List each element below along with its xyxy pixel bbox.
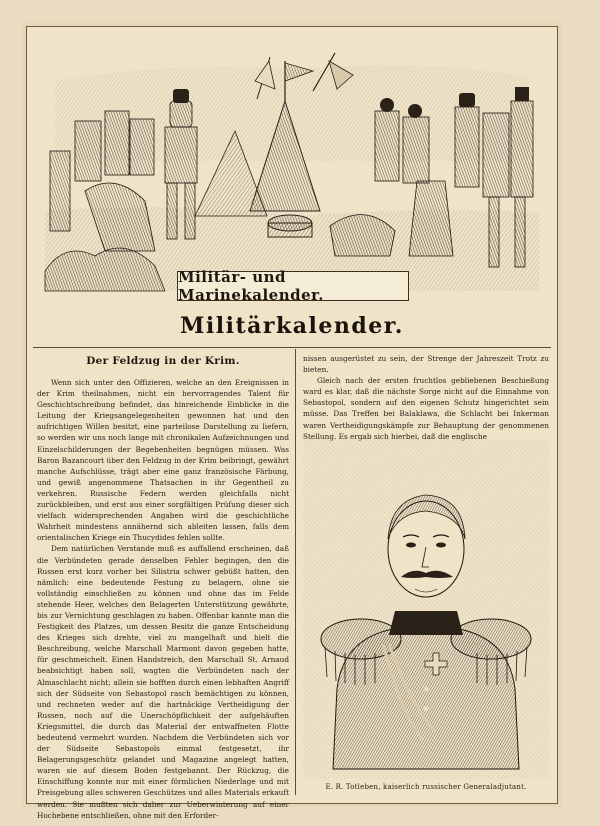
paragraph-continuation: nissen ausgerüstet zu sein, der Strenge der Jahreszeit Trotz zu bieten. (303, 354, 549, 375)
paragraph (303, 353, 549, 442)
column-divider (295, 349, 296, 795)
paragraph: Gleich nach der ersten fruchtlos gebliebenen Beschießung ward es klar, daß die nächste Sorge nicht auf die Einnahme von Sebastopol, sondern auf den eigenen Schutz hingerichtet sein müsse. Das Treffen bei Balaklawa, die Schlacht bei Inkerman waren Vertheidigungskämpfe zur Behauptung der genommenen Stellung. Es ergab sich hierbei, daß die englische (303, 376, 549, 441)
page (26, 26, 558, 820)
section-banner: Militär- und Marinekalender. (177, 271, 409, 301)
page-title: Militärkalender. (180, 313, 404, 339)
article-heading: Der Feldzug in der Krim. (86, 355, 240, 367)
right-column (303, 353, 549, 793)
paragraph: Wenn sich unter den Offizieren, welche an den Ereignissen in der Krim theilnahmen, nicht ein hervorragendes Talent für Geschichtschreibung befindet, das hinreichende Einblicke in die Leitung der Kriegsangelegenheiten gewonnen hat und den aufrichtigen Willen besitzt, eine parteilose Darstellung zu liefern, so werden wir uns noch lange mit chronikalen Aufzeichnungen und Einzelschilderungen der Begebenheiten begnügen müssen. Was Baron Bazancourt über den Feldzug in der Krim beibringt, gewährt manche Aufschlüsse, trägt aber eine ganz französische Färbung, und gewiß angenommene Thatsachen in ihr Gegentheil zu verkehren. Russische Federn werden gleichfalls nicht zurückbleiben, und erst aus einer sorgfältigen Prüfung dieser sich vielfach widersprechenden Angaben wird die geschichtliche Wahrheit mindestens annähernd sich ableiten lassen, falls dem orientalischen Kriege ein Thucydides fehlen sollte. (37, 378, 289, 543)
left-column (37, 353, 289, 820)
camp-scene-illustration (45, 41, 539, 303)
portrait-illustration (303, 439, 549, 779)
paragraph: Dem natürlichen Verstande muß es auffallend erscheinen, daß die Verbündeten gerade denselben Fehler begingen, den die Russen erst kurz vorher bei Silistria schwer gebüßt hatten, den nämlich: eine bedeutende Festung zu belagern, ohne sie vollständig einschließen zu können und ohne das im Felde stehende Heer, welches den Belagerten Unterstützung gewährte, bis zur Vernichtung geschlagen zu haben. Offenbar kannte man die Festigkeit des Platzes, um dessen Besitz die ganze Entscheidung des Krieges sich drehte, viel zu mangelhaft und hielt die Beschreibung, welche Marschall Marmont davon gegeben hatte, für geschmeichelt. Einen Handstreich, den Marschall St. Arnaud beabsichtigt haben soll, wagten die Verbündeten nach der Almaschlacht nicht; allein sie hofften durch einen lebhaften Angriff sich der Südseite von Sebastopol rasch bemächtigen zu können, und rechneten weder auf die hartnäckige Vertheidigung der Russen, noch auf die Unerschöpflichkeit der aufgehäuften Kriegsmittel, die durch das Material der entwaffneten Flotte bedeutend vermehrt wurden. Nachdem die Verbündeten sich vor der Südseite Sebastopols einmal festgesetzt, ihr Belagerungsgeschütz gelandet und Magazine angelegt hatten, waren sie auf diesem Boden festgebannt. Der Rückzug, die Einschiffung konnte nur mit einer förmlichen Niederlage und mit Preisgebung alles schweren Geschützes und alles Materials erkauft werden. Sie mußten sich daher zur Ueberwinterung auf einer Hochebene entschließen, ohne mit den Erforder- (37, 544, 289, 820)
portrait-caption: E. R. Totleben, kaiserlich russischer Generaladjutant. (325, 783, 527, 791)
title-divider (33, 347, 551, 348)
